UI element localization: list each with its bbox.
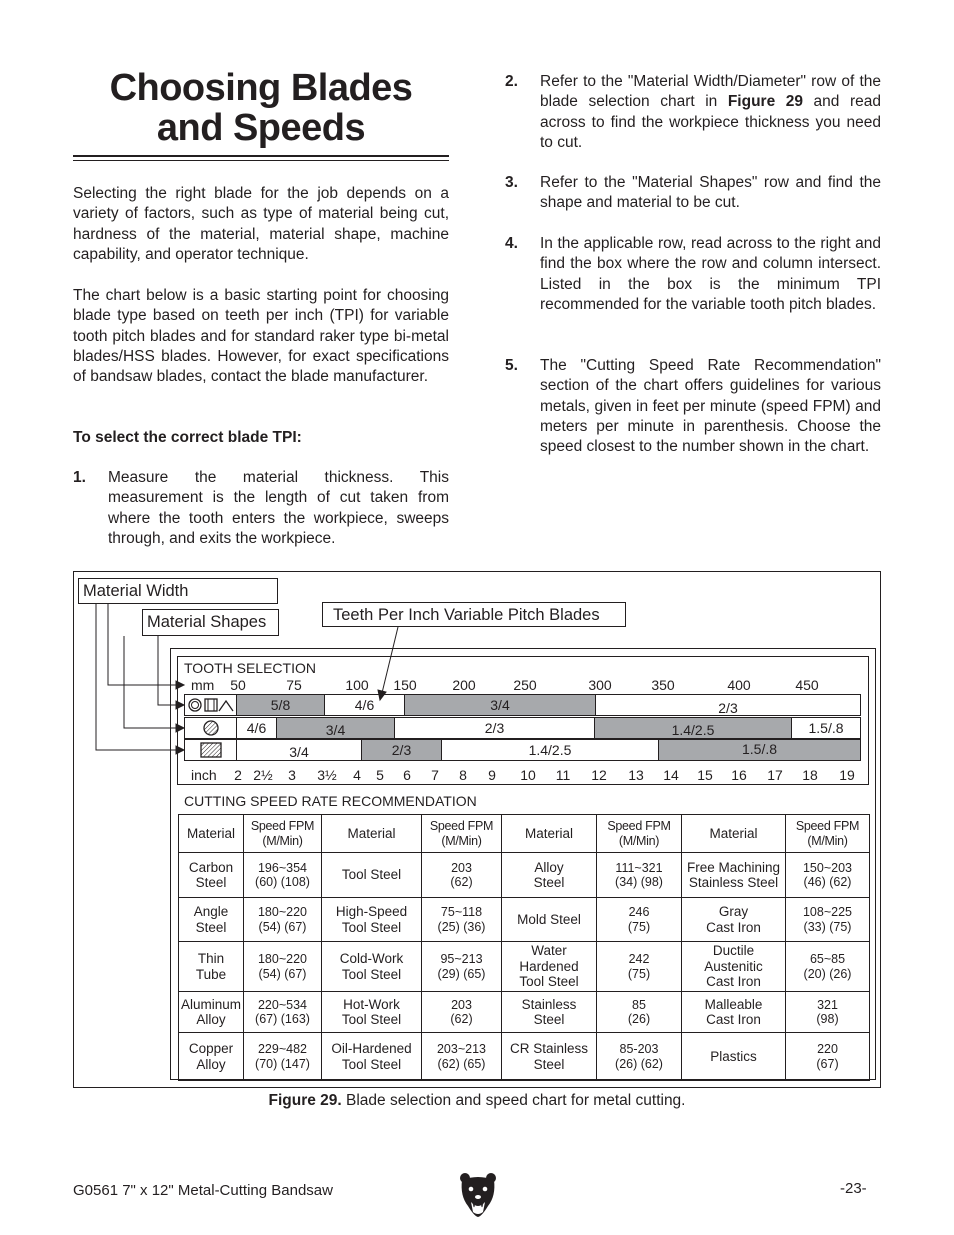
cell-line: Copper: [188, 1041, 234, 1056]
cell-line: (20) (26): [803, 966, 852, 981]
cell-line: Steel: [195, 875, 227, 890]
cell-line: 203: [451, 997, 472, 1012]
cell-line: Oil-Hardened: [331, 1041, 412, 1056]
mm-tick: 75: [286, 677, 302, 693]
material-cell: [179, 992, 244, 1033]
material-width-label: Material Width: [78, 578, 278, 604]
material-cell: [322, 898, 422, 942]
footer-page-number: -23-: [840, 1180, 867, 1197]
cell-line: 75~118: [440, 905, 483, 919]
material-cell: [322, 942, 422, 992]
material-cell: [682, 853, 786, 898]
cell-line: Steel: [195, 919, 227, 935]
cell-line: Tool Steel: [341, 919, 402, 935]
material-cell: [502, 992, 597, 1033]
mm-tick: 100: [345, 677, 369, 693]
cell-line: Alloy: [534, 859, 564, 875]
header-material: [502, 815, 597, 853]
cell-line: (98): [816, 1012, 839, 1026]
mm-tick: 400: [727, 677, 751, 693]
cell-line: Alloy: [196, 1012, 226, 1027]
speed-cell: [786, 942, 870, 992]
step-number: 4.: [505, 235, 518, 252]
inch-tick: 5: [376, 767, 384, 783]
header-material: [179, 815, 244, 853]
hatched-square-icon: [186, 740, 236, 760]
intro-paragraph-2: The chart below is a basic starting point for choosing blade type based on teeth per inch (TPI) for variable tooth pitch blades and for standard raker type bi-metal blades/HSS blades. However, for exact specifications of bandsaw blades, contact the blade manufacturer.: [73, 287, 449, 386]
step-text: The "Cutting Speed Rate Recommendation" section of the chart offers guidelines for various metals, given in feet per minute (speed FPM) and meters per minute in parenthesis. Choose the speed closest to the number shown in the chart.: [540, 357, 881, 456]
speed-cell: [422, 942, 502, 992]
material-cell: [179, 898, 244, 942]
header-speed-line: Speed FPM: [607, 819, 671, 833]
speed-cell: [597, 942, 682, 992]
intro-paragraph-1: Selecting the right blade for the job depends on a variety of factors, such as type of material being cut, hardness of the material, material shape, machine capability, and operator technique.: [73, 185, 449, 263]
cell-line: 108~225: [802, 905, 852, 919]
cell-line: Steel: [533, 875, 565, 890]
mm-tick: 200: [452, 677, 476, 693]
speed-cell: [597, 853, 682, 898]
cell-line: (62) (65): [437, 1056, 486, 1071]
band-segment: 2/3: [362, 740, 442, 760]
inch-tick: 3: [288, 767, 296, 783]
cell-line: Cast Iron: [706, 1012, 761, 1027]
cell-line: 220~534: [257, 997, 307, 1012]
speed-cell: [244, 1033, 322, 1081]
cell-line: 85-203: [619, 1042, 659, 1056]
cell-line: High-Speed: [335, 904, 408, 919]
cell-line: (26): [627, 1012, 651, 1026]
header-speed: [244, 815, 322, 853]
page-title-line1: Choosing Blades: [109, 67, 413, 109]
header-speed-line: Speed FPM: [250, 819, 315, 833]
band-segment: 2/3: [395, 718, 595, 738]
table-row: [179, 1033, 870, 1081]
material-cell: [502, 898, 597, 942]
inch-tick: 14: [663, 767, 679, 783]
step-text-pre: Refer to the "Material Width/Diameter" row of the blade selection chart in: [540, 73, 881, 111]
inch-tick: 3½: [317, 767, 337, 783]
speed-cell: [244, 898, 322, 942]
speed-section-title: CUTTING SPEED RATE RECOMMENDATION: [184, 793, 477, 809]
band-segment: 1.5/.8: [659, 740, 860, 760]
material-cell: [322, 853, 422, 898]
cell-line: CR Stainless: [509, 1041, 589, 1056]
inch-label: inch: [191, 767, 217, 783]
cell-line: Plastics: [710, 1048, 757, 1064]
inch-tick: 8: [459, 767, 467, 783]
cell-line: Hot-Work: [343, 996, 400, 1012]
header-material: [682, 815, 786, 853]
speed-cell: [597, 992, 682, 1033]
cell-line: 203~213: [436, 1042, 486, 1056]
leader-shapes-to-row2: [124, 636, 178, 728]
inch-tick: 6: [403, 767, 411, 783]
step-text: Refer to the "Material Shapes" row and find the shape and material to be cut.: [540, 174, 881, 212]
inch-tick: 13: [628, 767, 644, 783]
step-number: 2.: [505, 73, 518, 90]
inch-tick: 12: [591, 767, 607, 783]
cell-line: (67): [816, 1056, 839, 1071]
cell-line: Tool Steel: [341, 1012, 402, 1027]
header-material-text: Material: [709, 825, 758, 841]
step-number: 1.: [73, 469, 86, 486]
header-speed-line: (M/Min): [807, 833, 848, 848]
caption-label: Figure 29.: [268, 1092, 342, 1109]
caption-text: Blade selection and speed chart for metal cutting.: [341, 1092, 686, 1109]
cell-line: Tool Steel: [341, 867, 402, 883]
subheading: To select the correct blade TPI:: [73, 429, 302, 446]
band-row-solid: [184, 717, 861, 739]
mm-tick: 300: [588, 677, 612, 693]
header-material-text: Material: [186, 825, 235, 841]
band-segment: 1.4/2.5: [442, 740, 659, 760]
material-cell: [682, 942, 786, 992]
grizzly-bear-logo-icon: [458, 1172, 498, 1218]
material-cell: [682, 992, 786, 1033]
band-row-rectangular: [184, 739, 861, 761]
cell-line: Free Machining: [686, 859, 781, 875]
material-cell: [502, 1033, 597, 1081]
material-cell: [179, 942, 244, 992]
cell-line: Cast Iron: [706, 974, 761, 990]
round-square-icon: [186, 695, 236, 715]
cell-line: 242: [628, 952, 650, 966]
cell-line: 65~85: [809, 952, 846, 966]
cell-line: Tool Steel: [341, 1056, 402, 1072]
material-cell: [682, 1033, 786, 1081]
step-text: Measure the material thickness. This measurement is the length of cut taken from where the tooth enters the workpiece, sweeps through, and exits the workpiece.: [108, 469, 449, 547]
header-speed: [786, 815, 870, 853]
speed-cell: [422, 992, 502, 1033]
cell-line: 95~213: [440, 952, 483, 966]
cell-line: (70) (147): [255, 1056, 310, 1071]
cell-line: (62): [450, 1012, 473, 1026]
cell-line: (46) (62): [803, 875, 852, 889]
speed-cell: [422, 898, 502, 942]
material-cell: [502, 853, 597, 898]
table-row: [179, 942, 870, 992]
cell-line: (60) (108): [255, 875, 310, 889]
cell-line: (75): [627, 919, 651, 934]
inch-tick: 10: [520, 767, 536, 783]
band-segment: 1.4/2.5: [595, 718, 792, 738]
material-cell: [322, 992, 422, 1033]
cell-line: (26) (62): [615, 1056, 663, 1071]
cell-line: Austenitic: [704, 958, 763, 974]
cell-line: Tube: [195, 966, 227, 982]
step-text-post: and read across to find the workpiece thickness you need to cut.: [540, 93, 881, 151]
cell-line: (29) (65): [437, 966, 486, 981]
material-cell: [179, 853, 244, 898]
shape-icons-round-square: [185, 695, 237, 715]
cell-line: Ductile: [712, 943, 755, 959]
header-material-text: Material: [347, 825, 396, 841]
speed-cell: [786, 992, 870, 1033]
cell-line: 246: [628, 905, 650, 919]
cell-line: 111~321: [615, 860, 663, 875]
inch-tick: 2: [234, 767, 242, 783]
mm-tick: 150: [393, 677, 417, 693]
mm-label: mm: [191, 677, 215, 693]
cell-line: Thin: [197, 951, 225, 966]
table-row: [179, 853, 870, 898]
cell-line: Stainless: [521, 996, 577, 1012]
band-segment: 1.5/.8: [808, 720, 844, 736]
cell-line: Angle: [193, 904, 229, 919]
band-segment: 3/4: [405, 695, 596, 715]
band-segment: 4/6: [237, 718, 277, 738]
inch-tick: 4: [353, 767, 361, 783]
page-title-line2: and Speeds: [156, 107, 366, 149]
tpi-label: Teeth Per Inch Variable Pitch Blades: [322, 602, 626, 627]
cell-line: Gray: [718, 904, 749, 919]
cell-line: 180~220: [257, 952, 307, 966]
cell-line: Stainless Steel: [688, 875, 779, 890]
cell-line: (67) (163): [255, 1012, 310, 1026]
cell-line: Hardened: [519, 958, 579, 974]
cell-line: (62): [450, 875, 473, 889]
cell-line: Tool Steel: [519, 974, 579, 990]
mm-tick: 50: [230, 677, 246, 693]
cell-line: 85: [632, 997, 646, 1012]
inch-tick: 18: [802, 767, 818, 783]
cell-line: (25) (36): [437, 919, 486, 934]
cell-line: 203: [451, 860, 472, 875]
band-segment: 3/4: [237, 740, 362, 760]
step-number: 5.: [505, 357, 518, 374]
table-row: [179, 992, 870, 1033]
cell-line: 196~354: [257, 860, 307, 875]
figure-caption: [73, 1092, 881, 1110]
shape-icon-solid-round: [185, 718, 237, 738]
table-header-row: [179, 815, 870, 853]
step-text: In the applicable row, read across to the right and find the box where the row and column intersect. Listed in the box is the minimum TPI recommended for the variable tooth pitch blades.: [540, 235, 881, 313]
tooth-selection-title: TOOTH SELECTION: [184, 660, 316, 676]
speed-cell: [786, 853, 870, 898]
leader-shapes-to-row1: [158, 636, 178, 705]
cutting-speed-table: [178, 814, 870, 1081]
speed-cell: [786, 1033, 870, 1081]
hatched-circle-icon: [186, 718, 236, 738]
mm-tick: 350: [651, 677, 675, 693]
header-speed-line: Speed FPM: [429, 819, 494, 833]
header-speed-line: Speed FPM: [795, 819, 860, 833]
speed-cell: [597, 898, 682, 942]
cell-line: Aluminum: [180, 996, 242, 1012]
material-cell: [322, 1033, 422, 1081]
cell-line: Cold-Work: [339, 951, 404, 966]
cell-line: Mold Steel: [517, 911, 581, 927]
material-cell: [179, 1033, 244, 1081]
cell-line: Alloy: [196, 1056, 226, 1072]
cell-line: 180~220: [257, 905, 307, 919]
material-cell: [682, 898, 786, 942]
header-speed-line: (M/Min): [618, 833, 660, 848]
speed-cell: [597, 1033, 682, 1081]
cell-line: Tool Steel: [341, 966, 402, 982]
header-speed: [597, 815, 682, 853]
cell-line: Malleable: [704, 996, 763, 1012]
inch-tick: 11: [555, 767, 571, 783]
material-shapes-label: Material Shapes: [142, 609, 279, 636]
speed-cell: [244, 853, 322, 898]
band-segment: 3/4: [277, 718, 395, 738]
cell-line: 150~203: [802, 860, 852, 875]
step-number: 3.: [505, 174, 518, 191]
speed-cell: [244, 992, 322, 1033]
footer-model: G0561 7" x 12" Metal-Cutting Bandsaw: [73, 1182, 333, 1199]
shape-icon-solid-rect: [185, 740, 237, 760]
speed-cell: [422, 853, 502, 898]
header-material: [322, 815, 422, 853]
mm-tick: 250: [513, 677, 537, 693]
band-segment: 5/8: [237, 695, 325, 715]
inch-tick: 9: [488, 767, 496, 783]
cell-line: Steel: [533, 1056, 565, 1072]
cell-line: (75): [627, 966, 651, 981]
band-segment: 2/3: [718, 700, 738, 716]
figure-ref: Figure 29: [727, 93, 803, 111]
cell-line: Steel: [533, 1012, 565, 1027]
cell-line: Water: [531, 943, 567, 959]
speed-cell: [244, 942, 322, 992]
inch-tick: 15: [697, 767, 713, 783]
mm-tick: 450: [795, 677, 819, 693]
band-segment: 4/6: [325, 695, 405, 715]
cell-line: 321: [817, 997, 838, 1012]
cell-line: 220: [817, 1042, 838, 1056]
inch-tick: 17: [767, 767, 783, 783]
header-speed-line: (M/Min): [262, 833, 303, 848]
cell-line: (34) (98): [615, 875, 663, 889]
band-row-round-square: [184, 694, 861, 716]
table-row: [179, 898, 870, 942]
cell-line: Carbon: [188, 859, 234, 875]
header-speed-line: (M/Min): [441, 833, 482, 848]
inch-tick: 7: [431, 767, 439, 783]
header-material-text: Material: [524, 825, 573, 841]
cell-line: (33) (75): [803, 919, 852, 934]
inch-tick: 19: [839, 767, 855, 783]
cell-line: (54) (67): [258, 919, 307, 934]
speed-cell: [422, 1033, 502, 1081]
cell-line: 229~482: [257, 1042, 307, 1056]
inch-tick: 16: [731, 767, 747, 783]
speed-cell: [786, 898, 870, 942]
cell-line: Cast Iron: [706, 919, 761, 935]
header-speed: [422, 815, 502, 853]
material-cell: [502, 942, 597, 992]
inch-tick: 2½: [253, 767, 273, 783]
cell-line: (54) (67): [258, 966, 307, 981]
